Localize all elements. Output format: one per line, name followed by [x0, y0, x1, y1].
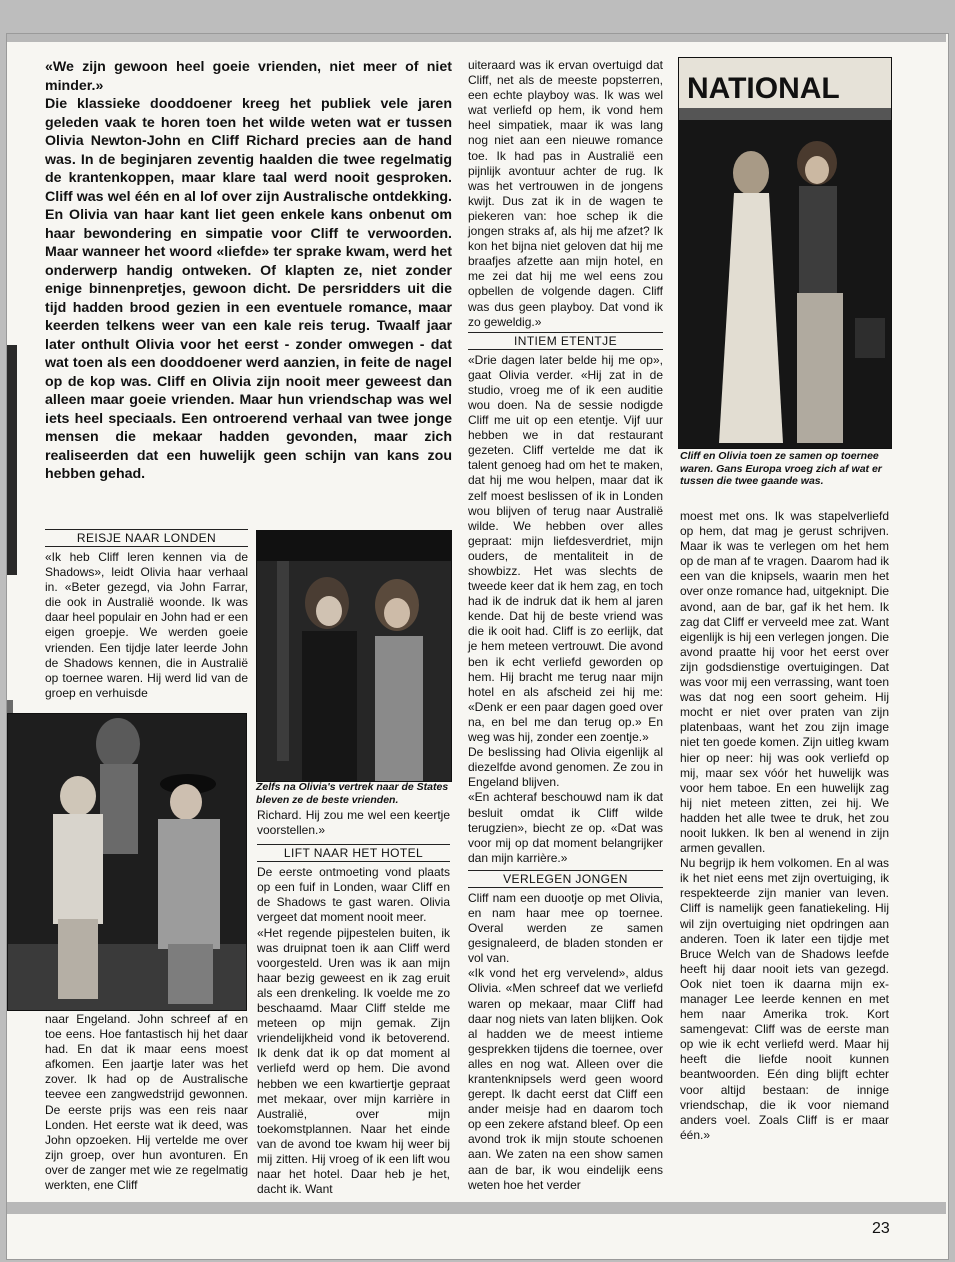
col3-p3: «En achteraf beschouwd nam ik dat besluit omdat ik Cliff wilde terugzien», biecht ze op. «Dat was voor mij op dat moment belangrijker dan mijn karrière.»	[468, 790, 663, 865]
column-2	[257, 808, 450, 1197]
col4-p2: Nu begrijp ik hem volkomen. En al was ik het niet eens met zijn overtuiging, ik respekteerde zijn manier van leven. Cliff is namelijk geen fanatiekeling. Hij wil zijn overtuiging niet opdringen aan anderen. Toen ik later een tijdje met Bruce Welch van de Shadows leefde heeft hij daar nooit iets van gezegd. Ook niet toen ik daarna mijn ex-manager Lee leerde kennen en met hem naar Amerika trok. Kort samengevat: Cliff was de eerste man op wie ik echt verliefd werd. Maar hij heeft die liefde nooit kunnen beantwoorden. Eén ding blijft echter voor altijd bestaan: de innige vriendschap, die ik voor niemand anders voel. Zoals Cliff is er maar één.»	[680, 856, 889, 1142]
page-number: 23	[872, 1220, 890, 1237]
concert-photo	[7, 713, 247, 1011]
stage-banner-text: NATIONAL	[687, 72, 840, 105]
airport-photo	[256, 530, 452, 782]
top-grey-band	[7, 34, 946, 42]
col1-text-bottom: naar Engeland. John schreef af en toe eens. Hoe fantastisch hij het daar had. En dat ik maar eens moest afkomen. Een jaartje later was het zover. Ik had op de Australische teevee een zangwedstrijd gewonnen. De eerste prijs was een reis naar Londen. Het eerste wat ik deed, was John opzoeken. Hij vertelde me over zijn groep, over hun avonturen. En over de zanger met wie ze regelmatig werkten, ene Cliff	[45, 1012, 248, 1193]
bottom-grey-band	[7, 1202, 946, 1214]
lead-body: Die klassieke dooddoener kreeg het publiek vele jaren geleden vaak te horen toen het wilde weten wat er tussen Olivia Newton-John en Cliff Richard precies aan de hand was. In de beginjaren zeventig haalden die twee regelmatig de krantenkoppen, maar klare taal werd nooit gesproken. Cliff was wel één en al lof over zijn Australische ontdekking. En Olivia van haar kant liet geen enkele kans onbenut om haar bewondering en simpatie voor Cliff te verwoorden. Maar wanneer het woord «liefde» ter sprake kwam, werd het onderwerp handig ontweken. Of klapten ze, niet zonder enige binnenpretjes, gewoon dicht. De persridders uit die tijd hadden brood gezien in een eventuele romance, maar keerden telkens weer van een kale reis terug. Twaalf jaar later onthult Olivia voor het eerst - zonder omwegen - dat wat toen als een dooddoener werd aanzien, in feite de nagel op de kop was. Cliff en Olivia zijn nooit meer geweest dan alleen maar goeie vrienden. Maar hun vriendschap was wel iets heel speciaals. Een ontroerend verhaal van twee jonge mensen die mekaar hadden gevonden, maar zich realiseerden dat een huwelijk geen schijn van kans zou hebben gehad.	[45, 96, 452, 482]
col3-p2: De beslissing had Olivia eigenlijk al diezelfde avond genomen. Ze zou in Engeland blijven.	[468, 745, 663, 790]
subhead-reisje: REISJE NAAR LONDEN	[45, 529, 248, 547]
stage-photo-image	[679, 58, 891, 448]
column-1-top	[45, 527, 248, 701]
col2-p2: «Het regende pijpestelen buiten, ik was druipnat toen ik aan Cliff werd voorgesteld. Uren was ik aan mijn haar bezig geweest en ik zag eruit als een drenkeling. Ik voelde me zo beschaamd. Maar Cliff stelde me meteen op mijn gemak. Zijn vriendelijkheid vond ik betoverend. Ik denk dat ik op dat moment al verliefd werd op hem. Die avond hebben we een kwartiertje gepraat met mekaar, over mijn karrière in Australië, over mijn toekomstplannen. Naar het einde van de avond toe kwam hij weer bij mij zitten. Hij vroeg of ik een lift wou naar het hotel. Daar heb je het, dacht ik. Want	[257, 925, 450, 1197]
col1-text-top: «Ik heb Cliff leren kennen via de Shadows», leidt Olivia haar verhaal in. «Beter gezegd, via John Farrar, die ook in Australië woonde. Ik was daar heel populair en John had er een eigen groepje. We werden goeie vrienden. Een tijdje later leerde John de Shadows kennen, die in Australië op toernee waren. Hij werd lid van de groep en verhuisde	[45, 550, 248, 700]
airport-photo-image	[257, 531, 451, 781]
stage-photo-caption: Cliff en Olivia toen ze samen op toernee waren. Gans Europa vroeg zich af wat er tussen die twee gaande was.	[680, 450, 882, 487]
col4-p1: moest met ons. Ik was stapelverliefd op hem, dat mag je gerust schrijven. Maar ik was te verlegen om het hem op de man af te vragen. Daarom had ik een van die knipsels, waarin men het over onze romance had, uitgeknipt. Die avond, aan de bar, gaf ik het hem. Ik zag dat Cliff er verveeld mee zat. Want eigenlijk is hij een verlegen jongen. Die avond praatte hij voor het eerst over zijn godsdienstige overtuigingen. Dat was voor mij een verrassing, want toen was dat nog een soort geheim. Hij mocht er niet over praten van zijn platenbaas, want het zou zijn image niet ten goede komen. Zijn uitleg kwam hier op neer: hij was ook verliefd op mij, maar sex vóór het huwelijk was voor hem taboe. En een huwelijk zag hij niet meteen zitten, zei hij. We hadden het alle twee te druk, het zou nooit lukken. Ik ben al wenend in zijn armen gevallen.	[680, 509, 889, 856]
col3-p4: Cliff nam een duootje op met Olivia, en nam haar mee op toernee. Overal werden ze samen gesignaleerd, de bladen stonden er vol van.	[468, 890, 663, 966]
col3-text-top: uiteraard was ik ervan overtuigd dat Cliff, net als de meeste popsterren, een echte playboy was. Ik was wel wat verliefd op hem, ik vond hem heel simpatiek, maar ik was lang nog niet aan een nieuwe romance toe. Ik had pas in Australië een pijnlijk avontuur achter de rug. Ik was het vertrouwen in de jongens kwijt. Dus zat ik in de wagen te piekeren van: hoe schep ik die jongen straks af, als hij me afzet? Ik kon het bijna niet geloven dat hij me braafjes afzette aan mijn hotel, en me zei dat hij me wel eens zou opbellen de volgende dagen. Cliff was dus geen playboy. Dat vond ik zo geweldig.»	[468, 58, 663, 329]
stage-photo	[678, 57, 892, 449]
airport-photo-caption: Zelfs na Olivia's vertrek naar de States bleven ze de beste vrienden.	[256, 781, 449, 806]
col3-p5: «Ik vond het erg vervelend», aldus Olivia. «Men schreef dat we verliefd waren op mekaar, maar Cliff had daar nog niets van laten blijken. Ook al hadden we de meest intieme gesprekken tijdens die toernee, over alles en nog wat. Alleen over die krantenknipsels werd geen woord gerept. Ik dacht eerst dat Cliff een ander meisje had en daarom toch op een zekere afstand bleef. Op een avond trok ik mijn stoute schoenen aan. We zaten na een show samen aan de bar, ik wou eindelijk eens weten hoe het verder	[468, 966, 663, 1192]
column-4	[680, 509, 889, 1143]
edge-photo-sliver-top	[7, 345, 17, 575]
subhead-verlegen: VERLEGEN JONGEN	[468, 870, 663, 888]
col2-p1: De eerste ontmoeting vond plaats op een fuif in Londen, waar Cliff en de Shadows te gast waren. Olivia vergeet dat moment nooit meer.	[257, 865, 450, 925]
column-1-bottom	[45, 1012, 248, 1193]
concert-photo-image	[8, 714, 246, 1010]
lead-paragraph	[45, 58, 452, 484]
col3-p1: «Drie dagen later belde hij me op», gaat Olivia verder. «Hij zat in de studio, vroeg me of ik een auditie wou doen. Na de sessie nodigde Cliff me uit op een etentje. Vijf uur hebben we in dat restaurant gezeten. Cliff vertelde me dat ik talent genoeg had om het te maken, dat hij me wou helpen, maar dat ik zelf moest beslissen of ik in Londen wou blijven of terug naar Australië wilde. We hebben over alles gepraat: mijn liefdesverdriet, mijn ouders, de mentaliteit in de showbizz. Het was slechts de tweede keer dat ik hem zag, en toch had ik de indruk dat ik hem al jaren kende. Dat hij de beste vriend was die ik ooit had. Cliff is zo eerlijk, dat je hem meteen vertrouwt. Die avond ben ik echt verliefd geworden op hem. Hij bracht me terug naar mijn hotel en als afscheid zei hij me: «Denk er een paar dagen goed over na, en bel me dan terug op.» En weg was hij, zonder een zoentje.»	[468, 352, 663, 745]
lead-quote: «We zijn gewoon heel goeie vrienden, niet meer of niet minder.»	[45, 59, 452, 94]
col2-text-top: Richard. Hij zou me wel een keertje voorstellen.»	[257, 808, 450, 838]
subhead-lift: LIFT NAAR HET HOTEL	[257, 844, 450, 862]
subhead-etentje: INTIEM ETENTJE	[468, 332, 663, 350]
column-3	[468, 58, 663, 1193]
